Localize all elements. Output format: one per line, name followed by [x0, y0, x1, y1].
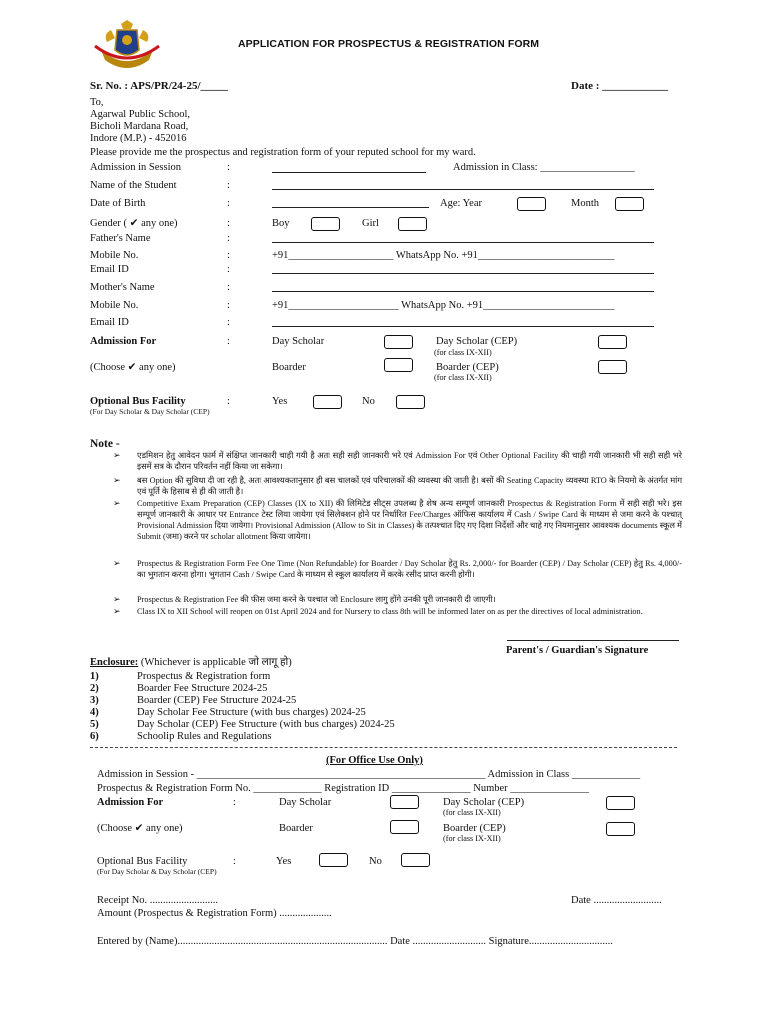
enclosure-item: Day Scholar (CEP) Fee Structure (with bus charges) 2024-25	[137, 719, 395, 730]
office-session-row[interactable]: Admission in Session - _______________________________________________________ Admission in Class _____________	[97, 769, 641, 780]
office-bus-no-label: No	[369, 856, 382, 867]
colon: :	[227, 198, 230, 209]
receipt-number-field[interactable]: Receipt No. ..........................	[97, 895, 219, 906]
father-mobile-input[interactable]: +91____________________ WhatsApp No. +91__________________________	[272, 250, 615, 261]
colon: :	[227, 233, 230, 244]
mother-mobile-input[interactable]: +91_____________________ WhatsApp No. +91_________________________	[272, 300, 615, 311]
note-item: Prospectus & Registration Form Fee One Time (Non Refundable) for Boarder / Day Scholar हेतु Rs. 2,000/- for Boarder (CEP) / Day Scholar (CEP) हेतु Rs. 4,000/- का भुगतान करना होगा। भुगतान Cash / Swipe Card के माध्यम से स्कूल कार्यालय में करके रसीद प्राप्त करनी होगी।	[137, 559, 682, 579]
colon: :	[227, 300, 230, 311]
bullet-arrow-icon: ➢	[113, 606, 121, 616]
note-item: एडमिशन हेतु आवेदन फार्म में संक्षिप्त जानकारी चाही गयी है अतः सही सही जानकारी भरे एवं Admission For एवं Other Optional Facility की चाही गयी जानकारी भी सही सही भरे इसमें सत्र के दौरान परिवर्तन नहीं किया जा सकेगा।	[137, 451, 682, 471]
for-class-note: (for class IX-XII)	[434, 348, 492, 357]
student-name-input[interactable]	[272, 189, 654, 190]
office-bus-no-checkbox[interactable]	[401, 853, 430, 867]
bus-facility-note: (For Day Scholar & Day Scholar (CEP)	[90, 407, 210, 416]
day-scholar-label: Day Scholar	[272, 336, 325, 347]
girl-label: Girl	[362, 218, 379, 229]
note-item: बस Option की सुविधा दी जा रही है, अतः आवश्यकतानुसार ही बस चालकों एवं परिचालकों की व्यवस्था की जाती है। बसों की Seating Capacity व्यवस्था RTO के नियमो के अंतर्गत मांग एवं पूर्ति के हिसाब से ही की जाती है।	[137, 476, 682, 496]
office-for-class-note: (for class IX-XII)	[443, 834, 501, 843]
office-day-scholar-cep-checkbox[interactable]	[606, 796, 635, 810]
mother-name-label: Mother's Name	[90, 282, 155, 293]
father-name-input[interactable]	[272, 242, 654, 243]
colon: :	[227, 282, 230, 293]
enclosure-item: Boarder (CEP) Fee Structure 2024-25	[137, 695, 297, 706]
colon: :	[227, 336, 230, 347]
girl-checkbox[interactable]	[398, 217, 427, 231]
request-text: Please provide me the prospectus and registration form of your reputed school for my ward.	[90, 147, 476, 158]
office-choose-one-label: (Choose ✔ any one)	[97, 823, 183, 834]
boarder-label: Boarder	[272, 362, 306, 373]
mother-email-label: Email ID	[90, 317, 129, 328]
dob-label: Date of Birth	[90, 198, 146, 209]
enclosure-num: 3)	[90, 695, 99, 706]
for-class-note: (for class IX-XII)	[434, 373, 492, 382]
day-scholar-checkbox[interactable]	[384, 335, 413, 349]
enclosure-num: 2)	[90, 683, 99, 694]
serial-number[interactable]: Sr. No. : APS/PR/24-25/_____	[90, 80, 229, 92]
office-bus-yes-checkbox[interactable]	[319, 853, 348, 867]
office-admission-for-label: Admission For	[97, 797, 164, 808]
choose-one-label: (Choose ✔ any one)	[90, 362, 176, 373]
colon: :	[227, 264, 230, 275]
school-crest-logo	[91, 20, 163, 72]
colon: :	[227, 250, 230, 261]
boy-label: Boy	[272, 218, 290, 229]
bullet-arrow-icon: ➢	[113, 558, 121, 568]
age-month-box[interactable]	[615, 197, 644, 211]
colon: :	[227, 180, 230, 191]
office-for-class-note: (for class IX-XII)	[443, 808, 501, 817]
note-item: Competitive Exam Preparation (CEP) Classes (IX to XII) की लिमिटेड सीट्स उपलब्ध है शेष अन्य सम्पूर्ण जानकारी Prospectus & Registration Form में सही सही भरे। इस सम्पूर्ण जानकारी के आधार पर Entrance टेस्ट लिया जायेगा एवं सिलेक्शन होने पर निर्धारित Fee/Charges ऑफिस कार्यालय में Cash / Swipe Card के माध्यम से जमा करने के पश्चात् Provisional Admission दिया जायेगा। Provisional Admission (Allow to Sit in Classes) के तत्पश्चात दिए गए दिशा निर्देशों और चाहे गए नियमानुसार आवश्यक documents स्कूल में Submit (जमा) करने पर scholar allotment किया जायेगा।	[137, 499, 682, 541]
signature-line[interactable]	[507, 640, 679, 641]
colon: :	[227, 162, 230, 173]
father-email-label: Email ID	[90, 264, 129, 275]
enclosure-item: Schoolip Rules and Regulations	[137, 731, 272, 742]
enclosure-item: Day Scholar Fee Structure (with bus charges) 2024-25	[137, 707, 366, 718]
mother-name-input[interactable]	[272, 291, 654, 292]
colon: :	[227, 317, 230, 328]
office-boarder-cep-label: Boarder (CEP)	[443, 823, 506, 834]
enclosure-item: Prospectus & Registration form	[137, 671, 271, 682]
address-line-2: Bicholi Mardana Road,	[90, 121, 189, 132]
bus-facility-label: Optional Bus Facility	[90, 396, 186, 407]
entered-by-row[interactable]: Entered by (Name)................................................................................ Date ............................ Signature................................	[97, 936, 613, 947]
day-scholar-cep-checkbox[interactable]	[598, 335, 627, 349]
bullet-arrow-icon: ➢	[113, 475, 121, 485]
enclosure-num: 6)	[90, 731, 99, 742]
guardian-signature-label: Parent's / Guardian's Signature	[506, 645, 649, 656]
bullet-arrow-icon: ➢	[113, 498, 121, 508]
office-boarder-checkbox[interactable]	[390, 820, 419, 834]
admission-class-field[interactable]: Admission in Class: __________________	[453, 162, 635, 173]
admission-session-input[interactable]	[272, 172, 426, 173]
office-day-scholar-cep-label: Day Scholar (CEP)	[443, 797, 525, 808]
amount-field[interactable]: Amount (Prospectus & Registration Form) ....................	[97, 908, 332, 919]
father-email-input[interactable]	[272, 273, 654, 274]
enclosure-num: 1)	[90, 671, 99, 682]
father-mobile-label: Mobile No.	[90, 250, 139, 261]
office-day-scholar-checkbox[interactable]	[390, 795, 419, 809]
office-day-scholar-label: Day Scholar	[279, 797, 332, 808]
note-heading: Note -	[90, 438, 120, 450]
office-bus-yes-label: Yes	[276, 856, 292, 867]
enclosure-num: 5)	[90, 719, 99, 730]
boy-checkbox[interactable]	[311, 217, 340, 231]
address-line-1: Agarwal Public School,	[90, 109, 191, 120]
admission-session-label: Admission in Session	[90, 162, 182, 173]
dob-input[interactable]	[272, 207, 429, 208]
office-boarder-cep-checkbox[interactable]	[606, 822, 635, 836]
student-name-label: Name of the Student	[90, 180, 177, 191]
colon: :	[227, 396, 230, 407]
enclosure-item: Boarder Fee Structure 2024-25	[137, 683, 268, 694]
office-use-heading: (For Office Use Only)	[326, 755, 423, 766]
bus-yes-label: Yes	[272, 396, 288, 407]
age-year-label: Age: Year	[440, 198, 482, 209]
enclosure-heading: Enclosure:	[90, 657, 139, 668]
gender-label: Gender ( ✔ any one)	[90, 218, 178, 229]
date-field[interactable]: Date : ____________	[571, 80, 669, 92]
note-item: Class IX to XII School will reopen on 01st April 2024 and for Nursery to class 8th will be informed later on as per the directives of local administration.	[137, 607, 643, 616]
boarder-cep-label: Boarder (CEP)	[436, 362, 499, 373]
enclosure-num: 4)	[90, 707, 99, 718]
address-to: To,	[90, 97, 104, 108]
mother-mobile-label: Mobile No.	[90, 300, 139, 311]
age-year-box[interactable]	[517, 197, 546, 211]
office-date-field[interactable]: Date ..........................	[571, 895, 662, 906]
colon: :	[233, 797, 236, 808]
father-name-label: Father's Name	[90, 233, 151, 244]
office-prospectus-row[interactable]: Prospectus & Registration Form No. _____________ Registration ID _______________ Number _______________	[97, 783, 590, 794]
form-title: APPLICATION FOR PROSPECTUS & REGISTRATION FORM	[238, 38, 540, 50]
office-boarder-label: Boarder	[279, 823, 313, 834]
note-item: Prospectus & Registration Fee की फीस जमा करने के पश्चात जो Enclosure लागु होंगे उनकी पूरी जानकारी दी जाएगी।	[137, 595, 496, 604]
bullet-arrow-icon: ➢	[113, 450, 121, 460]
address-line-3: Indore (M.P.) - 452016	[90, 133, 187, 144]
bus-no-checkbox[interactable]	[396, 395, 425, 409]
office-bus-facility-label: Optional Bus Facility	[97, 856, 188, 867]
colon: :	[227, 218, 230, 229]
bus-no-label: No	[362, 396, 375, 407]
month-label: Month	[571, 198, 600, 209]
bullet-arrow-icon: ➢	[113, 594, 121, 604]
cut-line-divider	[90, 747, 677, 748]
boarder-cep-checkbox[interactable]	[598, 360, 627, 374]
admission-for-label: Admission For	[90, 336, 157, 347]
boarder-checkbox[interactable]	[384, 358, 413, 372]
enclosure-note: (Whichever is applicable जो लागू हो)	[140, 657, 292, 668]
bus-yes-checkbox[interactable]	[313, 395, 342, 409]
enclosure-heading-row	[90, 656, 292, 669]
mother-email-input[interactable]	[272, 326, 654, 327]
day-scholar-cep-label: Day Scholar (CEP)	[436, 336, 518, 347]
office-bus-facility-note: (For Day Scholar & Day Scholar (CEP)	[97, 867, 217, 876]
colon: :	[233, 856, 236, 867]
